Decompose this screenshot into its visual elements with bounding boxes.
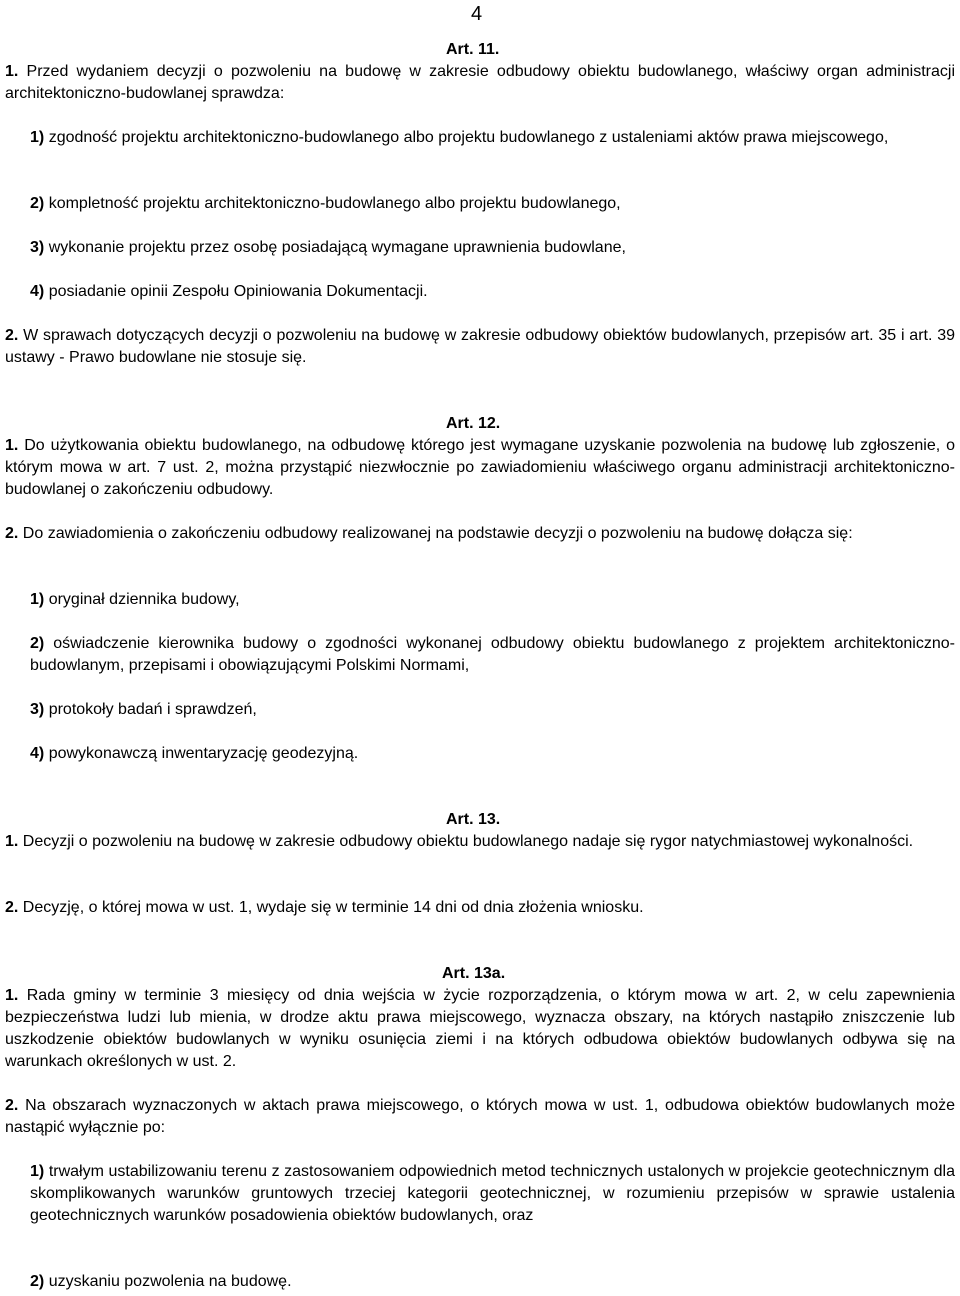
item-number: 4) [30,745,45,762]
paragraph-number: 2. [5,1097,19,1114]
item-text: trwałym ustabilizowaniu terenu z zastosowaniem odpowiednich metod technicznych ustalonych w projekcie geotechnicznym dla skomplikowanych warunków gruntowych trzeciej kategorii geotechnicznej, w rozumieniu przepisów w sprawie ustalenia geotechnicznych warunków posadowienia obiektów budowlanych, oraz [30,1163,955,1224]
art-12-item-2 [30,633,955,677]
art-11-paragraph-1 [5,61,955,105]
paragraph-text: Na obszarach wyznaczonych w aktach prawa miejscowego, o których mowa w ust. 1, odbudowa obiektów budowlanych może nastąpić wyłącznie po: [5,1097,955,1136]
paragraph-text: Decyzji o pozwoleniu na budowę w zakresie odbudowy obiektu budowlanego nadaje się rygor natychmiastowej wykonalności. [22,833,914,850]
art-11-item-4 [30,281,955,303]
art-11-paragraph-2 [5,325,955,369]
art-11-item-3 [30,237,955,259]
item-text: kompletność projektu architektoniczno-budowlanego albo projektu budowlanego, [48,195,621,212]
item-number: 3) [30,239,45,256]
item-number: 2) [30,635,45,652]
item-text: posiadanie opinii Zespołu Opiniowania Dokumentacji. [48,283,428,300]
paragraph-number: 2. [5,525,19,542]
item-number: 4) [30,283,45,300]
art-12-item-3 [30,699,955,721]
item-number: 2) [30,1273,45,1290]
art-13-title: Art. 13. [446,811,501,828]
item-number: 1) [30,1163,45,1180]
art-13a-item-1 [30,1161,955,1227]
paragraph-number: 1. [5,437,19,454]
art-12-title: Art. 12. [446,415,501,432]
item-text: uzyskaniu pozwolenia na budowę. [48,1273,292,1290]
art-13-paragraph-2 [5,897,955,919]
paragraph-number: 1. [5,833,19,850]
paragraph-text: Rada gminy w terminie 3 miesięcy od dnia wejścia w życie rozporządzenia, o którym mowa w art. 2, w celu zapewnienia bezpieczeństwa ludzi lub mienia, w drodze aktu prawa miejscowego, wyznacza obszary, na których nastąpiło zniszczenie lub uszkodzenie obiektów budowlanych w wyniku osunięcia ziemi i na których odbudowa obiektów budowlanych odbywa się na warunkach określonych w ust. 2. [5,987,955,1070]
art-12-paragraph-1 [5,435,955,501]
item-text: wykonanie projektu przez osobę posiadającą wymagane uprawnienia budowlane, [48,239,626,256]
art-11-item-1 [30,127,955,149]
item-number: 1) [30,129,45,146]
paragraph-text: Decyzję, o której mowa w ust. 1, wydaje się w terminie 14 dni od dnia złożenia wniosku. [22,899,644,916]
art-12-item-4 [30,743,955,765]
art-12-paragraph-2 [5,523,955,545]
item-text: zgodność projektu architektoniczno-budowlanego albo projektu budowlanego z ustaleniami aktów prawa miejscowego, [48,129,889,146]
paragraph-number: 1. [5,987,19,1004]
art-13a-title: Art. 13a. [442,965,506,982]
art-13a-item-2 [30,1271,955,1293]
item-number: 1) [30,591,45,608]
item-number: 2) [30,195,45,212]
paragraph-text: W sprawach dotyczących decyzji o pozwoleniu na budowę w zakresie odbudowy obiektów budowlanych, przepisów art. 35 i art. 39 ustawy - Prawo budowlane nie stosuje się. [5,327,955,366]
paragraph-text: Do zawiadomienia o zakończeniu odbudowy realizowanej na podstawie decyzji o pozwoleniu na budowę dołącza się: [22,525,853,542]
art-12-item-1 [30,589,955,611]
item-text: oświadczenie kierownika budowy o zgodności wykonanej odbudowy obiektu budowlanego z projektem architektoniczno-budowlanym, przepisami i obowiązującymi Polskimi Normami, [30,635,955,674]
item-text: protokoły badań i sprawdzeń, [48,701,257,718]
item-text: oryginał dziennika budowy, [48,591,240,608]
art-13a-paragraph-1 [5,985,955,1073]
paragraph-text: Przed wydaniem decyzji o pozwoleniu na budowę w zakresie odbudowy obiektu budowlanego, właściwy organ administracji architektoniczno-budowlanej sprawdza: [5,63,956,102]
paragraph-number: 1. [5,63,19,80]
art-11-title: Art. 11. [446,41,500,58]
paragraph-number: 2. [5,327,19,344]
art-13-paragraph-1 [5,831,955,853]
item-text: powykonawczą inwentaryzację geodezyjną. [48,745,359,762]
paragraph-number: 2. [5,899,19,916]
item-number: 3) [30,701,45,718]
paragraph-text: Do użytkowania obiektu budowlanego, na odbudowę którego jest wymagane uzyskanie pozwolenia na budowę lub zgłoszenie, o którym mowa w art. 7 ust. 2, można przystąpić niezwłocznie po zawiadomieniu właściwego organu administracji architektoniczno-budowlanej o zakończeniu odbudowy. [5,437,955,498]
art-11-item-2 [30,193,955,215]
art-13a-paragraph-2 [5,1095,955,1139]
page-number: 4 [471,3,483,25]
